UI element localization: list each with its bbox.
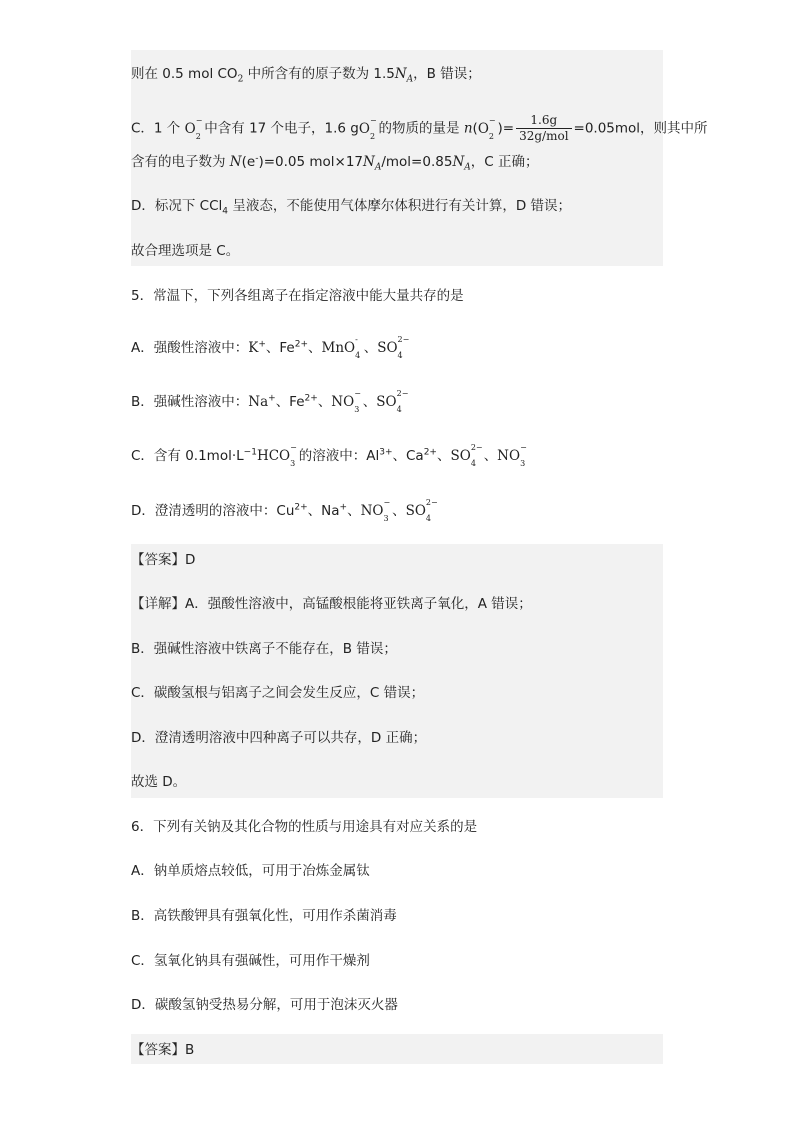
explanation-line-c: C．1 个 O − 2 中含有 17 个电子，1.6 gO − 2 的物质的量是 n(O − 2 )= $\frac{1.6g}{\text{32g/mol}}$ =0.05mol，则其中所 (131, 113, 708, 143)
fraction: $\frac{1.6g}{\text{32g/mol}}$ (516, 113, 571, 144)
question-6-option-d: D．碳酸氢钠受热易分解，可用于泡沫灭火器 (131, 997, 398, 1013)
answer-block-q5 (131, 544, 663, 798)
question-5-stem: 5．常温下，下列各组离子在指定溶液中能大量共存的是 (131, 288, 464, 304)
explanation-line-c-cont: 含有的电子数为 N(e-)=0.05 $mol\times 17N_A/mol=0.85N_A$，C 正确； (131, 153, 539, 173)
explanation-line-b: 则在 0.5 mol $CO_2$ 中所含有的原子数为 $1.5N_A$，B 错误； (131, 66, 481, 85)
answer-q5: 【答案】D (131, 552, 196, 568)
question-5-option-a: A．强酸性溶液中：K+、$Fe^{2+}$、MnO 4 - 、SO 4 2− (131, 335, 410, 360)
detail-q5-b: B．强碱性溶液中铁离子不能存在，B 错误； (131, 641, 397, 657)
question-5-option-d: D．澄清透明的溶液中：$Cu^{2+}$、Na+、NO 3 − 、SO 4 2− (131, 498, 438, 523)
question-6-option-c: C．氢氧化钠具有强碱性，可用作干燥剂 (131, 953, 370, 969)
explanation-line-d: D．标况下 CCl$_4$ 呈液态，不能使用气体摩尔体积进行有关计算，D 错误； (131, 198, 572, 217)
question-6-stem: 6．下列有关钠及其化合物的性质与用途具有对应关系的是 (131, 819, 478, 835)
answer-q6: 【答案】B (131, 1042, 195, 1058)
question-5-option-b: B．强碱性溶液中：Na+、$Fe^{2+}$、NO 3 − 、SO 4 2− (131, 389, 409, 414)
conclusion-q5: 故选 D。 (131, 774, 187, 790)
detail-q5-c: C．碳酸氢根与铝离子之间会发生反应，C 错误； (131, 685, 425, 701)
conclusion-line-q4: 故合理选项是 C。 (131, 243, 240, 259)
detail-q5-a: 【详解】A．强酸性溶液中，高锰酸根能将亚铁离子氧化，A 错误； (131, 596, 532, 612)
question-6-option-b: B．高铁酸钾具有强氧化性，可用作杀菌消毒 (131, 908, 397, 924)
detail-q5-d: D．澄清透明溶液中四种离子可以共存，D 正确； (131, 730, 427, 746)
question-5-option-c: C．含有 $0.1mol\cdot L^{-1}HCO$ 3 − 的溶液中：$Al^{3+}$、$Ca^{2+}$、SO 4 2− 、NO 3 − (131, 443, 527, 468)
question-6-option-a: A．钠单质熔点较低，可用于冶炼金属钛 (131, 863, 370, 879)
